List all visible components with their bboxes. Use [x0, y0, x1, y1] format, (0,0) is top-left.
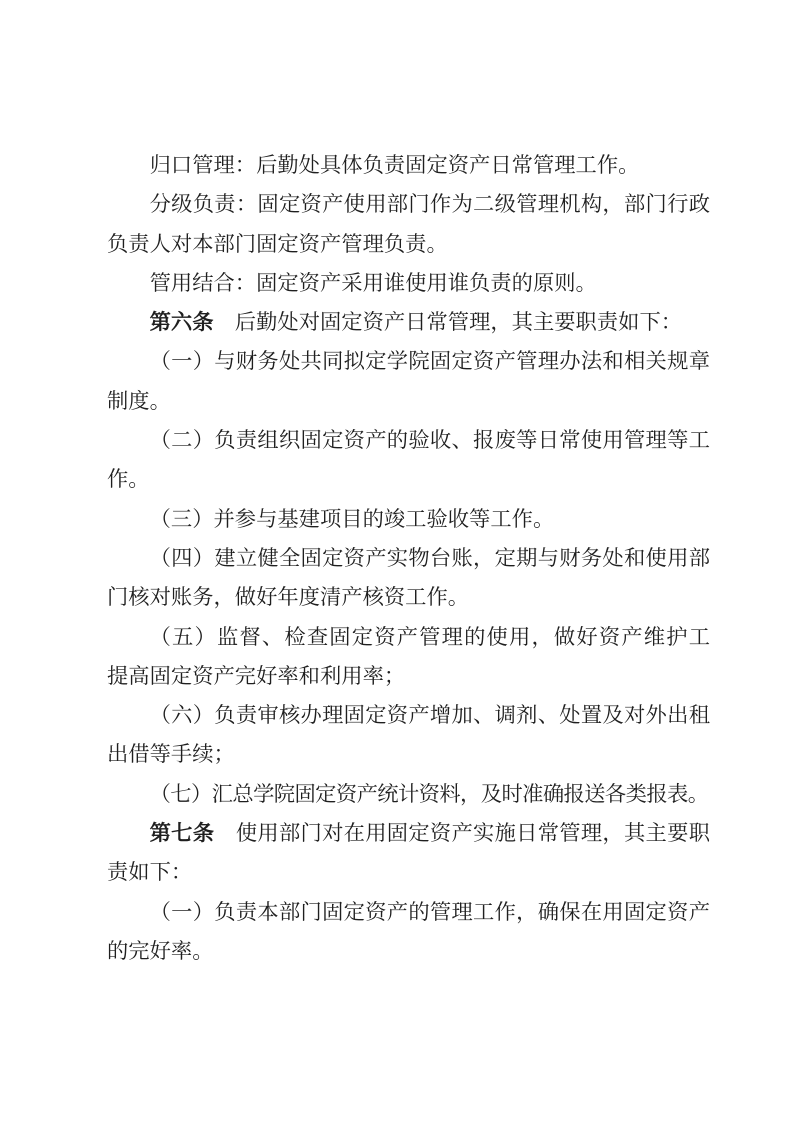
text-line: [107, 460, 710, 499]
text-line: [107, 185, 710, 224]
text-run: （五）监督、检查固定资产管理的使用，做好资产维护工: [149, 624, 710, 650]
text-run: 制度。: [107, 388, 171, 414]
text-run: 的完好率。: [107, 938, 214, 964]
text-line: [107, 500, 710, 539]
bold-text-run: 第六条: [149, 310, 214, 336]
text-run: 出借等手续；: [107, 742, 235, 768]
text-line: [107, 618, 710, 657]
text-run: （六）负责审核办理固定资产增加、调剂、处置及对外出租: [149, 703, 710, 729]
text-run: 责如下：: [107, 860, 193, 886]
text-run: 后勤处对固定资产日常管理，其主要职责如下：: [213, 310, 683, 336]
text-run: （一）与财务处共同拟定学院固定资产管理办法和相关规章: [149, 349, 710, 375]
text-line: [107, 539, 710, 578]
text-line: [107, 421, 710, 460]
document-body: [107, 146, 710, 971]
text-line: [107, 578, 710, 617]
text-line: [107, 382, 710, 421]
text-run: （七）汇总学院固定资产统计资料，及时准确报送各类报表。: [149, 781, 709, 807]
text-run: （二）负责组织固定资产的验收、报废等日常使用管理等工: [149, 428, 710, 454]
text-line: [107, 735, 710, 774]
text-line: [107, 814, 710, 853]
text-line: [107, 932, 710, 971]
text-line: [107, 342, 710, 381]
text-line: [107, 657, 710, 696]
bold-text-run: 第七条: [149, 821, 215, 847]
text-line: [107, 853, 710, 892]
text-run: 门核对账务，做好年度清产核资工作。: [107, 585, 470, 611]
text-line: [107, 146, 710, 185]
text-run: （四）建立健全固定资产实物台账，定期与财务处和使用部: [149, 545, 710, 571]
text-run: 管用结合：固定资产采用谁使用谁负责的原则。: [149, 270, 597, 296]
text-line: [107, 696, 710, 735]
text-line: [107, 893, 710, 932]
text-run: 提高固定资产完好率和利用率；: [107, 663, 406, 689]
text-line: [107, 225, 710, 264]
text-run: 使用部门对在用固定资产实施日常管理，其主要职: [214, 821, 710, 847]
text-run: 作。: [107, 467, 150, 493]
text-run: （三）并参与基建项目的竣工验收等工作。: [149, 506, 555, 532]
text-line: [107, 264, 710, 303]
text-line: [107, 303, 710, 342]
text-run: 负责人对本部门固定资产管理负责。: [107, 231, 448, 257]
text-run: 归口管理：后勤处具体负责固定资产日常管理工作。: [149, 153, 640, 178]
text-run: 分级负责：固定资产使用部门作为二级管理机构，部门行政: [149, 192, 710, 218]
text-run: （一）负责本部门固定资产的管理工作，确保在用固定资产: [149, 899, 710, 925]
text-line: [107, 775, 710, 814]
